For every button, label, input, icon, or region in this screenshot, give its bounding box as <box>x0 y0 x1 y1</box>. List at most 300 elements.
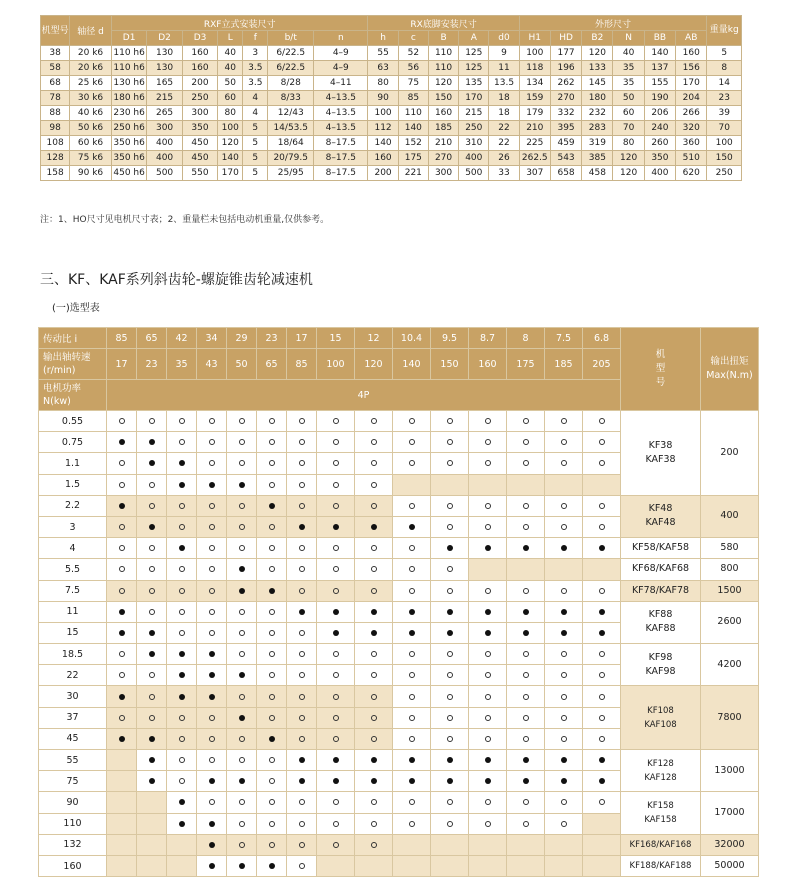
table-cell: 179 <box>519 106 550 121</box>
header-vertical: RXF立式安装尺寸 <box>111 16 368 31</box>
filled-dot-icon <box>239 715 245 721</box>
power-value: 2.2 <box>39 495 107 516</box>
selection-cell <box>167 432 197 453</box>
table-cell: 350 <box>182 121 217 136</box>
table-cell: 20 k6 <box>70 46 112 61</box>
header-cell: HD <box>550 31 581 46</box>
open-circle-icon <box>371 672 377 678</box>
filled-dot-icon <box>149 460 155 466</box>
table-cell: 35 <box>613 76 644 91</box>
table-cell: 39 <box>707 106 742 121</box>
selection-cell <box>583 644 621 665</box>
selection-cell <box>287 411 317 432</box>
table-cell: 300 <box>182 106 217 121</box>
open-circle-icon <box>209 757 215 763</box>
selection-cell <box>227 728 257 749</box>
selection-cell <box>287 495 317 516</box>
table-cell: 262.5 <box>519 151 550 166</box>
ratio-value: 65 <box>137 328 167 349</box>
selection-cell <box>393 601 431 622</box>
filled-dot-icon <box>209 694 215 700</box>
selection-cell <box>227 707 257 728</box>
open-circle-icon <box>485 418 491 424</box>
selection-cell <box>583 622 621 643</box>
table-cell: 196 <box>550 61 581 76</box>
speed-value: 65 <box>257 349 287 380</box>
table-cell: 170 <box>676 76 707 91</box>
table-cell: 8–17.5 <box>314 151 368 166</box>
rx-dimension-table <box>40 15 742 181</box>
selection-cell <box>287 750 317 771</box>
table-cell: 133 <box>582 61 613 76</box>
open-circle-icon <box>371 694 377 700</box>
filled-dot-icon <box>209 863 215 869</box>
filled-dot-icon <box>333 778 339 784</box>
selection-cell <box>545 855 583 876</box>
open-circle-icon <box>561 651 567 657</box>
power-value: 0.75 <box>39 432 107 453</box>
selection-cell <box>167 601 197 622</box>
table-cell: 118 <box>519 61 550 76</box>
table-cell: 110 h6 <box>111 46 146 61</box>
table-row <box>41 136 742 151</box>
open-circle-icon <box>371 545 377 551</box>
selection-cell <box>137 813 167 834</box>
header-cell: f <box>243 31 268 46</box>
selection-cell <box>583 707 621 728</box>
open-circle-icon <box>179 778 185 784</box>
open-circle-icon <box>523 715 529 721</box>
filled-dot-icon <box>333 630 339 636</box>
open-circle-icon <box>447 672 453 678</box>
header-cell: h <box>368 31 398 46</box>
table-cell: 130 <box>147 46 182 61</box>
table-cell: 400 <box>147 136 182 151</box>
open-circle-icon <box>299 439 305 445</box>
table-row <box>41 121 742 136</box>
selection-cell <box>583 538 621 559</box>
selection-cell <box>317 644 355 665</box>
selection-cell <box>545 686 583 707</box>
table-cell: 50 k6 <box>70 121 112 136</box>
table-cell: 63 <box>368 61 398 76</box>
table-cell: 40 <box>218 61 243 76</box>
selection-cell <box>393 834 431 855</box>
selection-cell <box>137 834 167 855</box>
selection-cell <box>431 601 469 622</box>
table-cell: 400 <box>147 151 182 166</box>
selection-cell <box>227 411 257 432</box>
torque-cell: 4200 <box>701 644 759 686</box>
table-cell: 160 <box>182 61 217 76</box>
speed-value: 50 <box>227 349 257 380</box>
open-circle-icon <box>599 418 605 424</box>
selection-cell <box>469 834 507 855</box>
filled-dot-icon <box>371 609 377 615</box>
ratio-value: 23 <box>257 328 287 349</box>
torque-cell: 400 <box>701 495 759 537</box>
open-circle-icon <box>119 545 125 551</box>
selection-cell <box>137 622 167 643</box>
open-circle-icon <box>561 588 567 594</box>
open-circle-icon <box>299 651 305 657</box>
open-circle-icon <box>561 460 567 466</box>
open-circle-icon <box>299 715 305 721</box>
open-circle-icon <box>119 588 125 594</box>
selection-cell <box>257 813 287 834</box>
selection-cell <box>431 474 469 495</box>
table-cell: 14 <box>707 76 742 91</box>
open-circle-icon <box>149 482 155 488</box>
filled-dot-icon <box>447 609 453 615</box>
selection-cell <box>197 538 227 559</box>
open-circle-icon <box>447 736 453 742</box>
speed-value: 43 <box>197 349 227 380</box>
selection-cell <box>507 855 545 876</box>
table-cell: 395 <box>550 121 581 136</box>
table-cell: 56 <box>398 61 428 76</box>
selection-cell <box>227 834 257 855</box>
speed-value: 150 <box>431 349 469 380</box>
header-weight: 重量kg <box>707 16 742 46</box>
power-value: 4 <box>39 538 107 559</box>
selection-cell <box>545 644 583 665</box>
model-cell: KF58/KAF58 <box>621 538 701 559</box>
open-circle-icon <box>299 672 305 678</box>
selection-cell <box>583 834 621 855</box>
open-circle-icon <box>485 799 491 805</box>
open-circle-icon <box>269 694 275 700</box>
selection-cell <box>227 686 257 707</box>
open-circle-icon <box>239 545 245 551</box>
selection-cell <box>393 432 431 453</box>
open-circle-icon <box>239 821 245 827</box>
selection-cell <box>583 580 621 601</box>
table-cell: 4–13.5 <box>314 121 368 136</box>
selection-cell <box>507 559 545 580</box>
open-circle-icon <box>239 799 245 805</box>
ratio-value: 85 <box>107 328 137 349</box>
selection-cell <box>393 686 431 707</box>
table-cell: 450 <box>182 136 217 151</box>
open-circle-icon <box>269 482 275 488</box>
open-circle-icon <box>299 566 305 572</box>
open-circle-icon <box>299 799 305 805</box>
table-cell: 300 <box>147 121 182 136</box>
table-cell: 68 <box>41 76 70 91</box>
open-circle-icon <box>209 736 215 742</box>
open-circle-icon <box>239 460 245 466</box>
power-value: 22 <box>39 665 107 686</box>
selection-cell <box>197 495 227 516</box>
table-cell: 40 k6 <box>70 106 112 121</box>
open-circle-icon <box>333 566 339 572</box>
header-cell: B <box>428 31 458 46</box>
table-row <box>41 76 742 91</box>
filled-dot-icon <box>523 757 529 763</box>
selection-cell <box>257 707 287 728</box>
model-cell: KF108 KAF108 <box>621 686 701 750</box>
filled-dot-icon <box>523 630 529 636</box>
header-foot: RX底脚安装尺寸 <box>368 16 519 31</box>
selection-cell <box>257 622 287 643</box>
selection-cell <box>431 813 469 834</box>
selection-cell <box>257 750 287 771</box>
filled-dot-icon <box>561 609 567 615</box>
selection-cell <box>355 728 393 749</box>
power-value: 110 <box>39 813 107 834</box>
selection-cell <box>197 516 227 537</box>
open-circle-icon <box>179 609 185 615</box>
selection-cell <box>431 792 469 813</box>
open-circle-icon <box>299 863 305 869</box>
selection-cell <box>545 707 583 728</box>
selection-cell <box>431 644 469 665</box>
table-cell: 100 <box>368 106 398 121</box>
filled-dot-icon <box>409 524 415 530</box>
table-cell: 266 <box>676 106 707 121</box>
table-cell: 5 <box>243 151 268 166</box>
table-cell: 90 <box>368 91 398 106</box>
model-cell: KF68/KAF68 <box>621 559 701 580</box>
table-cell: 78 <box>41 91 70 106</box>
open-circle-icon <box>299 460 305 466</box>
table-cell: 185 <box>428 121 458 136</box>
table-cell: 130 <box>147 61 182 76</box>
selection-cell <box>197 601 227 622</box>
open-circle-icon <box>333 736 339 742</box>
open-circle-icon <box>239 524 245 530</box>
open-circle-icon <box>299 736 305 742</box>
selection-cell <box>107 813 137 834</box>
filled-dot-icon <box>447 630 453 636</box>
selection-cell <box>431 559 469 580</box>
selection-cell <box>257 834 287 855</box>
open-circle-icon <box>409 545 415 551</box>
table-cell: 190 <box>644 91 675 106</box>
filled-dot-icon <box>409 778 415 784</box>
header-cell: B2 <box>582 31 613 46</box>
selection-cell <box>431 432 469 453</box>
selection-cell <box>227 855 257 876</box>
header-cell: A <box>459 31 489 46</box>
selection-cell <box>355 750 393 771</box>
open-circle-icon <box>209 503 215 509</box>
table-row <box>41 46 742 61</box>
selection-cell <box>393 644 431 665</box>
model-header: 机 型 号 <box>621 328 701 411</box>
open-circle-icon <box>371 418 377 424</box>
ratio-label: 传动比 i <box>39 328 107 349</box>
selection-cell <box>227 580 257 601</box>
open-circle-icon <box>269 545 275 551</box>
selection-cell <box>507 495 545 516</box>
open-circle-icon <box>299 482 305 488</box>
table-cell: 350 <box>644 151 675 166</box>
ratio-value: 6.8 <box>583 328 621 349</box>
selection-cell <box>317 707 355 728</box>
filled-dot-icon <box>447 545 453 551</box>
selection-cell <box>287 792 317 813</box>
selection-cell <box>393 538 431 559</box>
open-circle-icon <box>299 545 305 551</box>
open-circle-icon <box>523 439 529 445</box>
table-cell: 12/43 <box>268 106 314 121</box>
open-circle-icon <box>371 482 377 488</box>
open-circle-icon <box>119 460 125 466</box>
selection-cell <box>107 495 137 516</box>
selection-cell <box>287 432 317 453</box>
selection-cell <box>227 644 257 665</box>
table-row <box>41 91 742 106</box>
filled-dot-icon <box>447 778 453 784</box>
selection-cell <box>257 728 287 749</box>
open-circle-icon <box>209 630 215 636</box>
poles-label: 4P <box>107 380 621 411</box>
header-cell: L <box>218 31 243 46</box>
selection-cell <box>227 453 257 474</box>
table-cell: 210 <box>519 121 550 136</box>
open-circle-icon <box>209 524 215 530</box>
selection-cell <box>197 834 227 855</box>
power-value: 18.5 <box>39 644 107 665</box>
open-circle-icon <box>523 588 529 594</box>
selection-cell <box>469 792 507 813</box>
selection-cell <box>287 665 317 686</box>
table-cell: 4–13.5 <box>314 91 368 106</box>
open-circle-icon <box>561 418 567 424</box>
table-row <box>39 750 759 771</box>
selection-cell <box>317 622 355 643</box>
open-circle-icon <box>371 439 377 445</box>
selection-cell <box>257 538 287 559</box>
selection-cell <box>545 813 583 834</box>
selection-cell <box>257 453 287 474</box>
speed-value: 120 <box>355 349 393 380</box>
selection-cell <box>545 665 583 686</box>
open-circle-icon <box>599 651 605 657</box>
selection-cell <box>431 453 469 474</box>
open-circle-icon <box>333 651 339 657</box>
selection-cell <box>227 559 257 580</box>
table-cell: 38 <box>41 46 70 61</box>
table-cell: 4 <box>243 106 268 121</box>
table-cell: 270 <box>550 91 581 106</box>
table-cell: 100 <box>218 121 243 136</box>
open-circle-icon <box>523 503 529 509</box>
filled-dot-icon <box>269 863 275 869</box>
selection-cell <box>355 622 393 643</box>
open-circle-icon <box>149 418 155 424</box>
filled-dot-icon <box>599 778 605 784</box>
open-circle-icon <box>409 799 415 805</box>
open-circle-icon <box>269 651 275 657</box>
open-circle-icon <box>333 842 339 848</box>
selection-cell <box>355 495 393 516</box>
selection-cell <box>257 559 287 580</box>
selection-cell <box>317 686 355 707</box>
torque-cell: 800 <box>701 559 759 580</box>
filled-dot-icon <box>119 439 125 445</box>
ratio-value: 42 <box>167 328 197 349</box>
filled-dot-icon <box>239 672 245 678</box>
filled-dot-icon <box>599 630 605 636</box>
header-cell: H1 <box>519 31 550 46</box>
header-outline: 外形尺寸 <box>519 16 707 31</box>
power-value: 75 <box>39 771 107 792</box>
open-circle-icon <box>333 799 339 805</box>
table-cell: 100 <box>707 136 742 151</box>
filled-dot-icon <box>485 757 491 763</box>
selection-cell <box>257 686 287 707</box>
open-circle-icon <box>447 566 453 572</box>
model-cell: KF98 KAF98 <box>621 644 701 686</box>
ratio-row <box>39 328 759 349</box>
open-circle-icon <box>269 799 275 805</box>
power-value: 1.1 <box>39 453 107 474</box>
table-cell: 35 <box>613 61 644 76</box>
table-cell: 200 <box>368 166 398 181</box>
table-cell: 350 h6 <box>111 151 146 166</box>
filled-dot-icon <box>149 757 155 763</box>
open-circle-icon <box>447 799 453 805</box>
table-cell: 100 <box>519 46 550 61</box>
open-circle-icon <box>523 418 529 424</box>
open-circle-icon <box>371 736 377 742</box>
table-cell: 98 <box>41 121 70 136</box>
open-circle-icon <box>149 588 155 594</box>
filled-dot-icon <box>209 821 215 827</box>
selection-cell <box>227 495 257 516</box>
table-cell: 4 <box>243 91 268 106</box>
selection-cell <box>107 453 137 474</box>
table-cell: 26 <box>489 151 519 166</box>
selection-cell <box>197 707 227 728</box>
selection-cell <box>167 622 197 643</box>
selection-cell <box>317 750 355 771</box>
filled-dot-icon <box>409 609 415 615</box>
table-cell: 260 <box>644 136 675 151</box>
open-circle-icon <box>149 715 155 721</box>
selection-cell <box>197 622 227 643</box>
selection-cell <box>545 728 583 749</box>
table-cell: 128 <box>41 151 70 166</box>
open-circle-icon <box>447 503 453 509</box>
selection-cell <box>197 792 227 813</box>
selection-cell <box>393 474 431 495</box>
table-cell: 6/22.5 <box>268 61 314 76</box>
table-cell: 134 <box>519 76 550 91</box>
open-circle-icon <box>239 757 245 763</box>
table-cell: 8–17.5 <box>314 166 368 181</box>
selection-cell <box>167 474 197 495</box>
selection-cell <box>393 855 431 876</box>
selection-cell <box>545 580 583 601</box>
table-cell: 550 <box>182 166 217 181</box>
speed-value: 23 <box>137 349 167 380</box>
model-cell: KF88 KAF88 <box>621 601 701 643</box>
table-cell: 215 <box>459 106 489 121</box>
filled-dot-icon <box>179 694 185 700</box>
selection-cell <box>137 728 167 749</box>
selection-cell <box>393 411 431 432</box>
table-cell: 18/64 <box>268 136 314 151</box>
selection-cell <box>227 792 257 813</box>
selection-cell <box>431 495 469 516</box>
open-circle-icon <box>179 439 185 445</box>
selection-cell <box>287 728 317 749</box>
table-row <box>39 538 759 559</box>
